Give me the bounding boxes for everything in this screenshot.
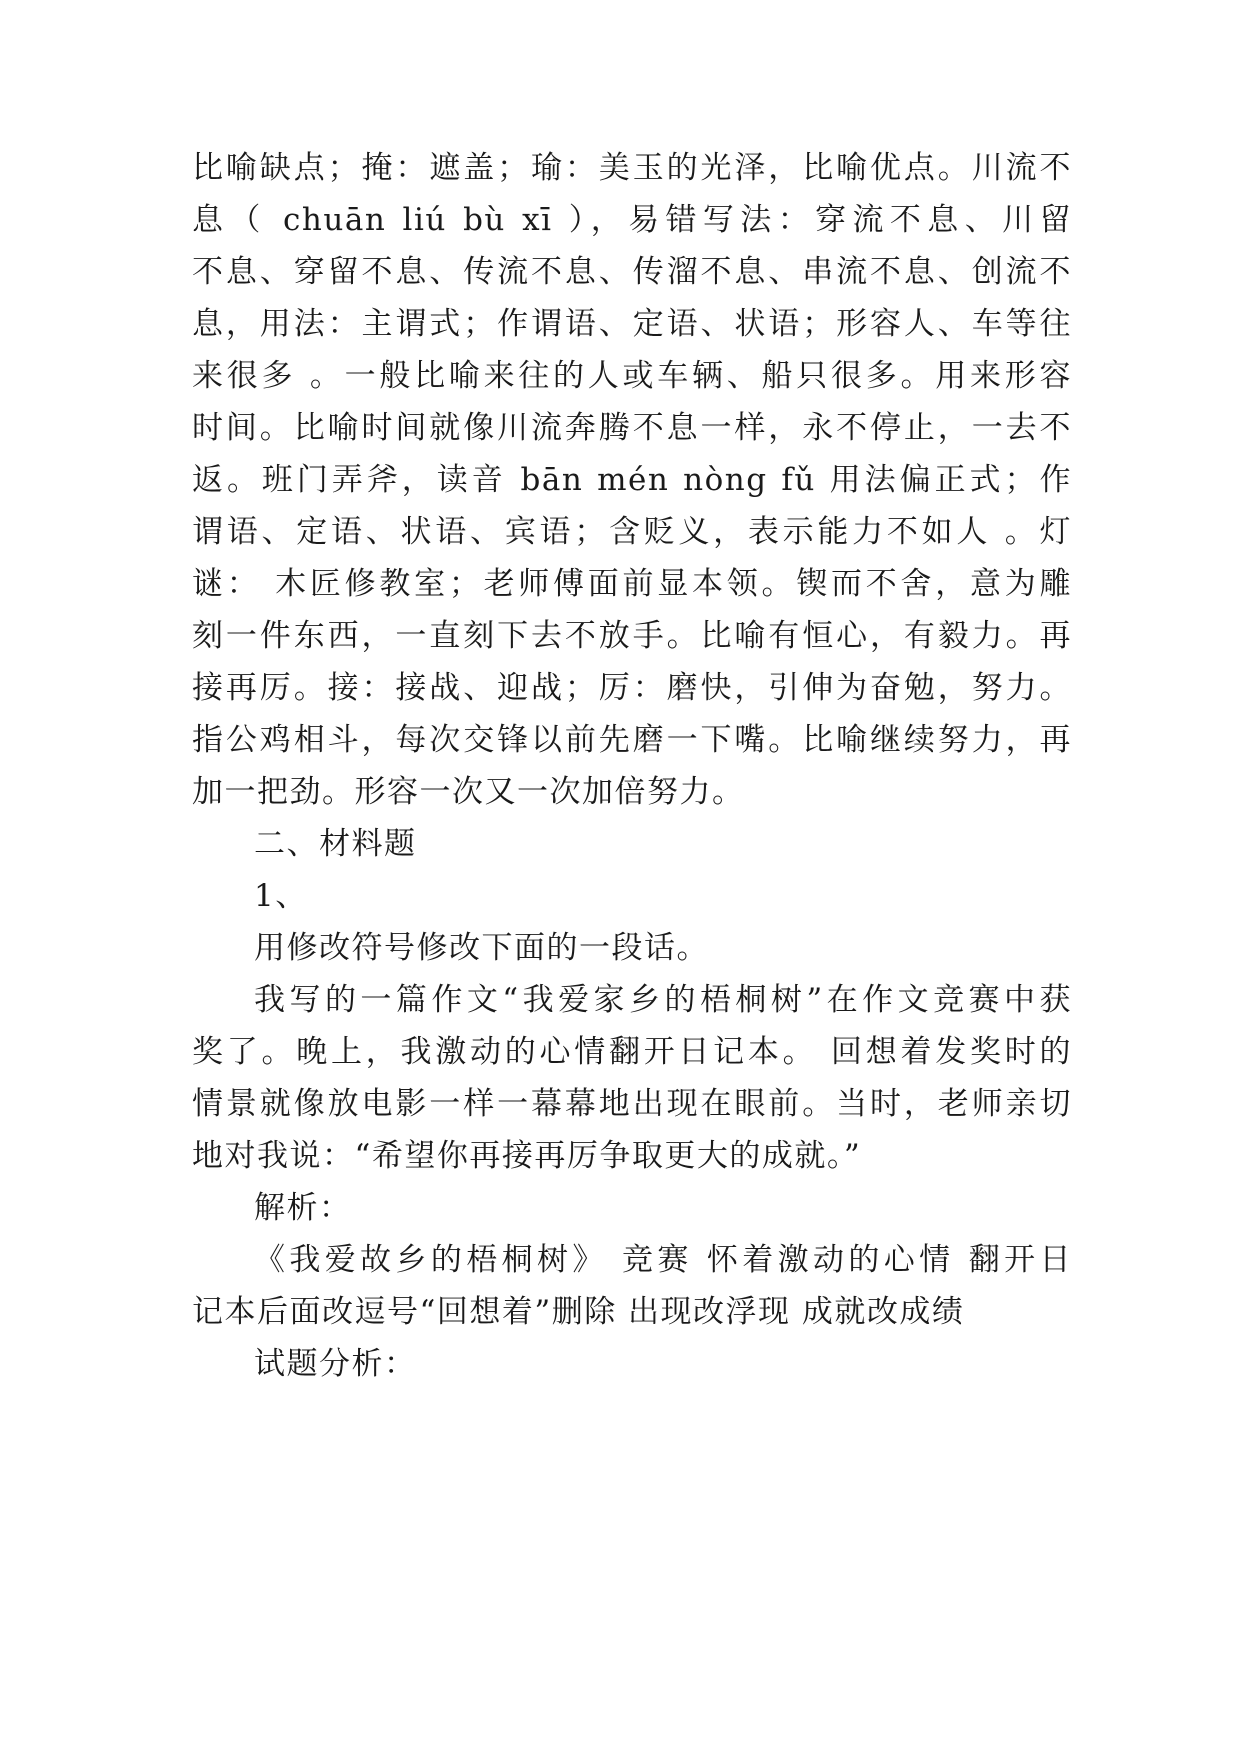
test-analysis-label: 试题分析： — [254, 1346, 417, 1382]
section-heading: 二、材料题 — [254, 826, 417, 862]
question-number: 1、 — [254, 878, 308, 914]
paragraph-line: 谜： 木匠修教室；老师傅面前显本领。锲而不舍，意为雕 — [192, 566, 1072, 602]
paragraph-line: 息，用法：主谓式；作谓语、定语、状语；形容人、车等往 — [192, 306, 1072, 342]
passage-line: 奖了。晚上，我激动的心情翻开日记本。 回想着发奖时的 — [192, 1034, 1072, 1070]
passage-line: 我写的一篇作文“我爱家乡的梧桐树”在作文竞赛中获 — [254, 982, 1072, 1018]
analysis-line: 记本后面改逗号“回想着”删除 出现改浮现 成就改成绩 — [192, 1294, 965, 1330]
paragraph-line: 谓语、定语、状语、宾语；含贬义，表示能力不如人 。灯 — [192, 514, 1072, 550]
question-prompt: 用修改符号修改下面的一段话。 — [254, 930, 709, 966]
paragraph-line: 刻一件东西，一直刻下去不放手。比喻有恒心，有毅力。再 — [192, 618, 1072, 654]
analysis-line: 《我爱故乡的梧桐树》 竞赛 怀着激动的心情 翻开日 — [254, 1242, 1072, 1278]
paragraph-line: 时间。比喻时间就像川流奔腾不息一样，永不停止，一去不 — [192, 410, 1072, 446]
paragraph-line: 指公鸡相斗，每次交锋以前先磨一下嘴。比喻继续努力，再 — [192, 722, 1072, 758]
paragraph-line: 接再厉。接：接战、迎战；厉：磨快，引伸为奋勉，努力。 — [192, 670, 1072, 706]
analysis-label: 解析： — [254, 1190, 352, 1226]
paragraph-line: 加一把劲。形容一次又一次加倍努力。 — [192, 774, 745, 810]
paragraph-line: 比喻缺点；掩：遮盖；瑜：美玉的光泽，比喻优点。川流不 — [192, 150, 1072, 186]
passage-line: 地对我说：“希望你再接再厉争取更大的成就。” — [192, 1138, 862, 1174]
passage-line: 情景就像放电影一样一幕幕地出现在眼前。当时，老师亲切 — [192, 1086, 1072, 1122]
paragraph-line: 息（ chuān liú bù xī ），易错写法：穿流不息、川留 — [192, 202, 1072, 238]
paragraph-line: 返。班门弄斧，读音 bān mén nòng fǔ 用法偏正式；作 — [192, 462, 1072, 498]
paragraph-line: 来很多 。一般比喻来往的人或车辆、船只很多。用来形容 — [192, 358, 1072, 394]
paragraph-line: 不息、穿留不息、传流不息、传溜不息、串流不息、创流不 — [192, 254, 1072, 290]
